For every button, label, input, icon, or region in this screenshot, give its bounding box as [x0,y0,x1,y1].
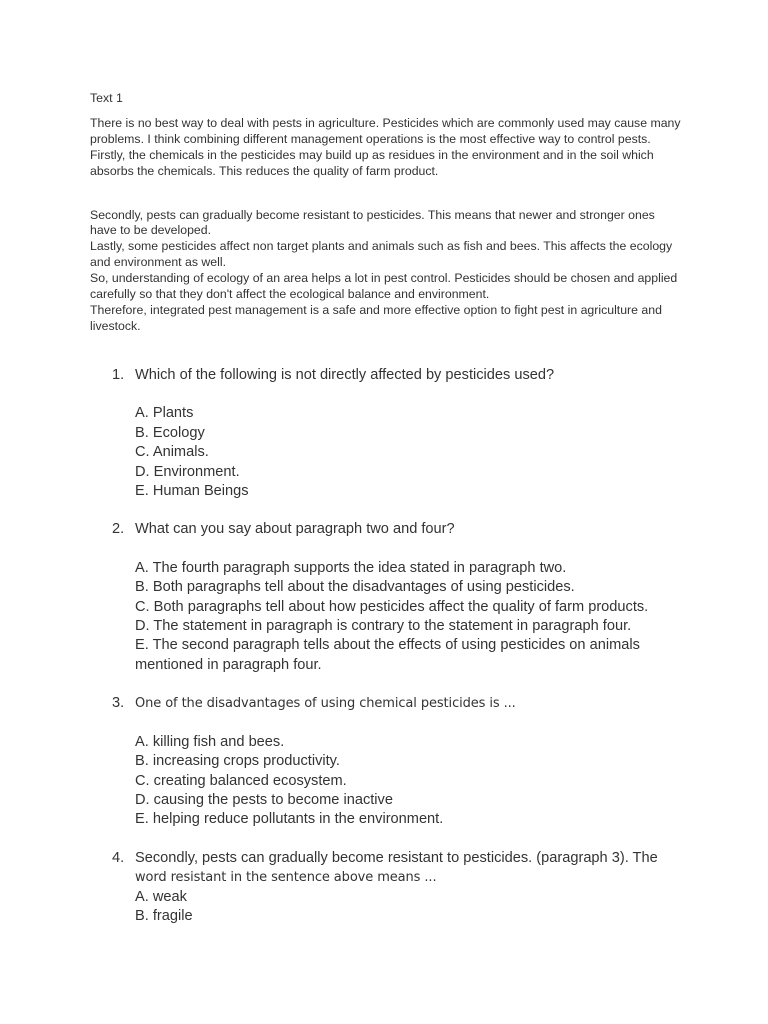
question-number: 4. [112,849,125,866]
passage-paragraph: Secondly, pests can gradually become resistant to pesticides. This means that newer and stronger ones have to be developed. [90,207,655,238]
answer-option: E. helping reduce pollutants in the environment. [135,811,444,828]
question-2 [112,520,692,675]
answer-option: A. The fourth paragraph supports the idea stated in paragraph two. [135,559,567,576]
question-3 [112,694,692,829]
answer-option: C. Both paragraphs tell about how pesticides affect the quality of farm products. [135,598,649,615]
answer-option: E. Human Beings [135,483,249,500]
answer-option: B. fragile [135,907,193,924]
passage-paragraph: Firstly, the chemicals in the pesticides may build up as residues in the environment and in the soil which absorbs the chemicals. This reduces the quality of farm product. [90,147,654,178]
question-number: 3. [112,695,125,712]
passage-paragraph: Lastly, some pesticides affect non target plants and animals such as fish and bees. This affects the ecology and environment as well. [90,239,673,270]
answer-option: B. increasing crops productivity. [135,753,340,770]
answer-options [135,733,692,830]
passage-paragraph: There is no best way to deal with pests in agriculture. Pesticides which are commonly used may cause many problems. I think combining different management operations is the most effective way to control pests. [90,115,681,146]
answer-option: B. Ecology [135,424,205,441]
passage-title: Text 1 [90,91,123,105]
question-1 [112,366,692,501]
answer-options [135,559,692,675]
answer-option: A. Plants [135,405,194,422]
reading-passage [90,91,682,335]
passage-paragraph: Therefore, integrated pest management is a safe and more effective option to fight pest in agriculture and livestock. [90,302,662,333]
answer-option: B. Both paragraphs tell about the disadvantages of using pesticides. [135,579,575,596]
answer-option: D. causing the pests to become inactive [135,791,393,808]
question-list [112,366,692,926]
question-text: Which of the following is not directly affected by pesticides used? [135,367,555,383]
answer-option: D. Environment. [135,463,240,480]
answer-option: C. creating balanced ecosystem. [135,772,347,789]
answer-option: A. weak [135,888,187,905]
answer-options [135,404,692,501]
answer-option: A. killing fish and bees. [135,733,285,750]
question-text: What can you say about paragraph two and four? [135,521,455,538]
passage-paragraph: So, understanding of ecology of an area helps a lot in pest control. Pesticides should be chosen and applied carefully so that they don't affect the ecological balance and environment. [90,271,678,302]
question-text: Secondly, pests can gradually become resistant to pesticides. (paragraph 3). The [135,849,658,866]
question-number: 1. [112,367,125,383]
question-number: 2. [112,521,125,538]
question-text-continued: word resistant in the sentence above means ... [135,870,437,886]
answer-option: D. The statement in paragraph is contrary to the statement in paragraph four. [135,618,632,635]
question-text: One of the disadvantages of using chemical pesticides is ... [135,696,516,712]
question-4 [112,849,692,927]
answer-option: E. The second paragraph tells about the effects of using pesticides on animals mentioned in paragraph four. [135,637,640,673]
answer-option: C. Animals. [135,444,209,461]
answer-options [135,888,692,927]
